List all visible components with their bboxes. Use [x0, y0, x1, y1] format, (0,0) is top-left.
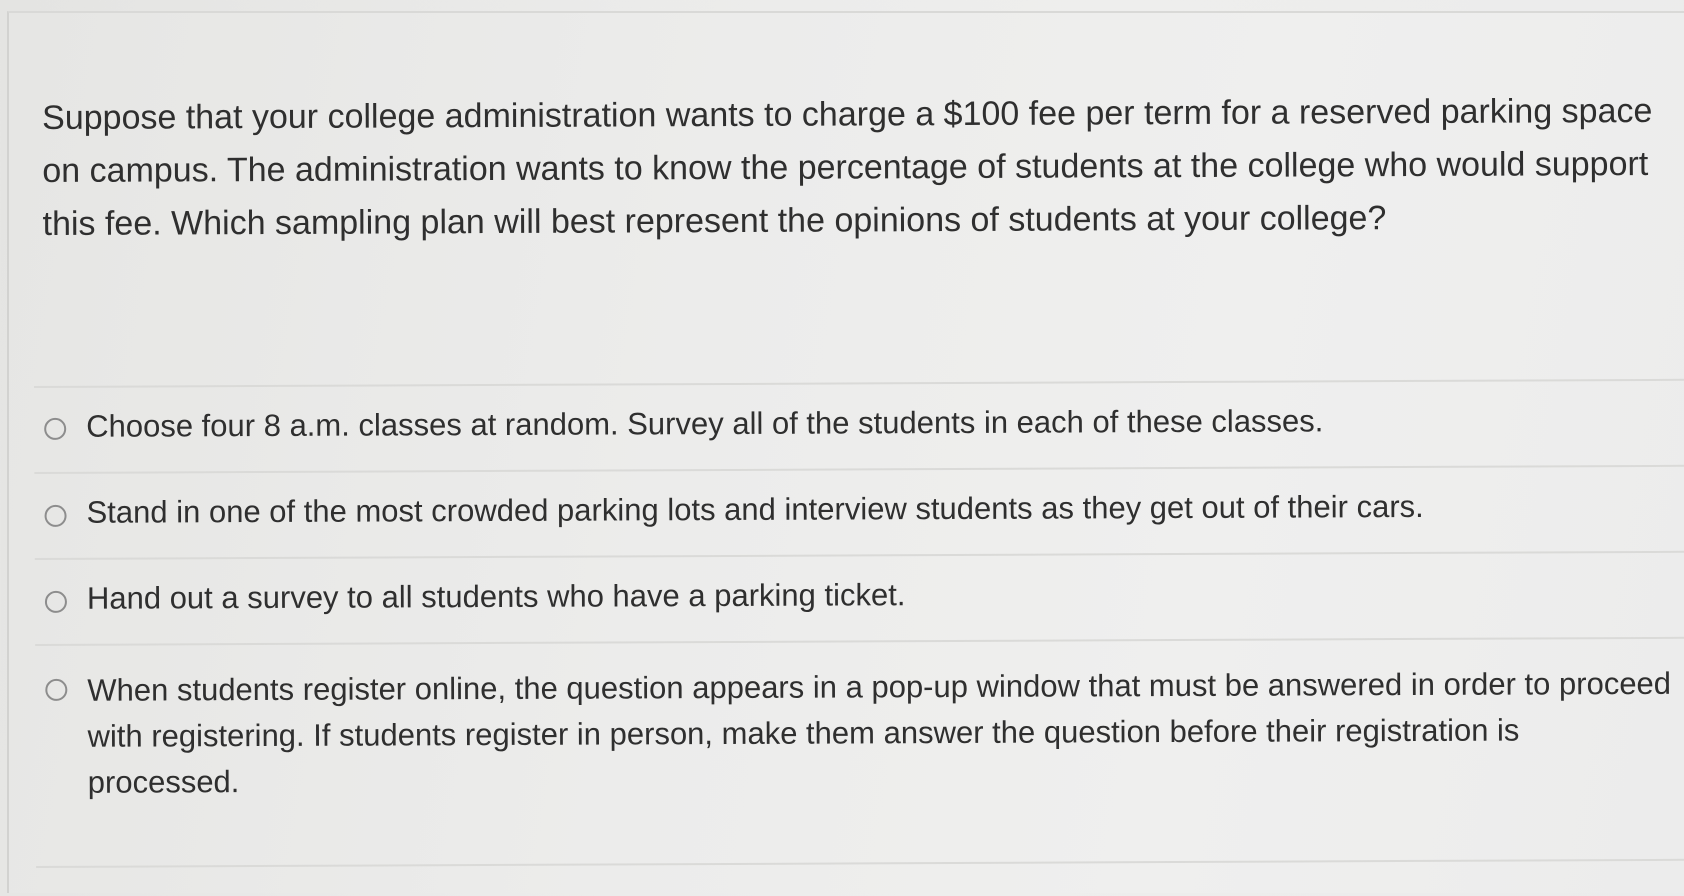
radio-button-icon[interactable]: [45, 679, 67, 701]
question-text: Suppose that your college administration wants to charge a $100 fee per term for a reserved parking space on campus. The administration wants to know the percentage of students at the college who would support this fee. Which sampling plan will best represent the opinions of students at your college?: [42, 91, 1653, 243]
answer-option-label: Hand out a survey to all students who have a parking ticket.: [86, 577, 906, 616]
answer-options: [34, 379, 1684, 868]
answer-option-label: When students register online, the question appears in a pop-up window that must be answered in order to proceed with registering. If students register in person, make them answer the question before their registration is processed.: [87, 665, 1672, 800]
radio-button-icon[interactable]: [45, 505, 67, 527]
answer-option-3[interactable]: [35, 551, 1684, 644]
answer-option-label: Stand in one of the most crowded parking lots and interview students as they get out of their cars.: [86, 488, 1424, 530]
radio-button-icon[interactable]: [44, 418, 66, 440]
answer-option-1[interactable]: [34, 379, 1684, 472]
radio-button-icon[interactable]: [45, 591, 67, 613]
answer-option-2[interactable]: [34, 465, 1684, 558]
answer-option-4[interactable]: [35, 637, 1684, 868]
answer-option-label: Choose four 8 a.m. classes at random. Survey all of the students in each of these classes.: [86, 403, 1324, 444]
